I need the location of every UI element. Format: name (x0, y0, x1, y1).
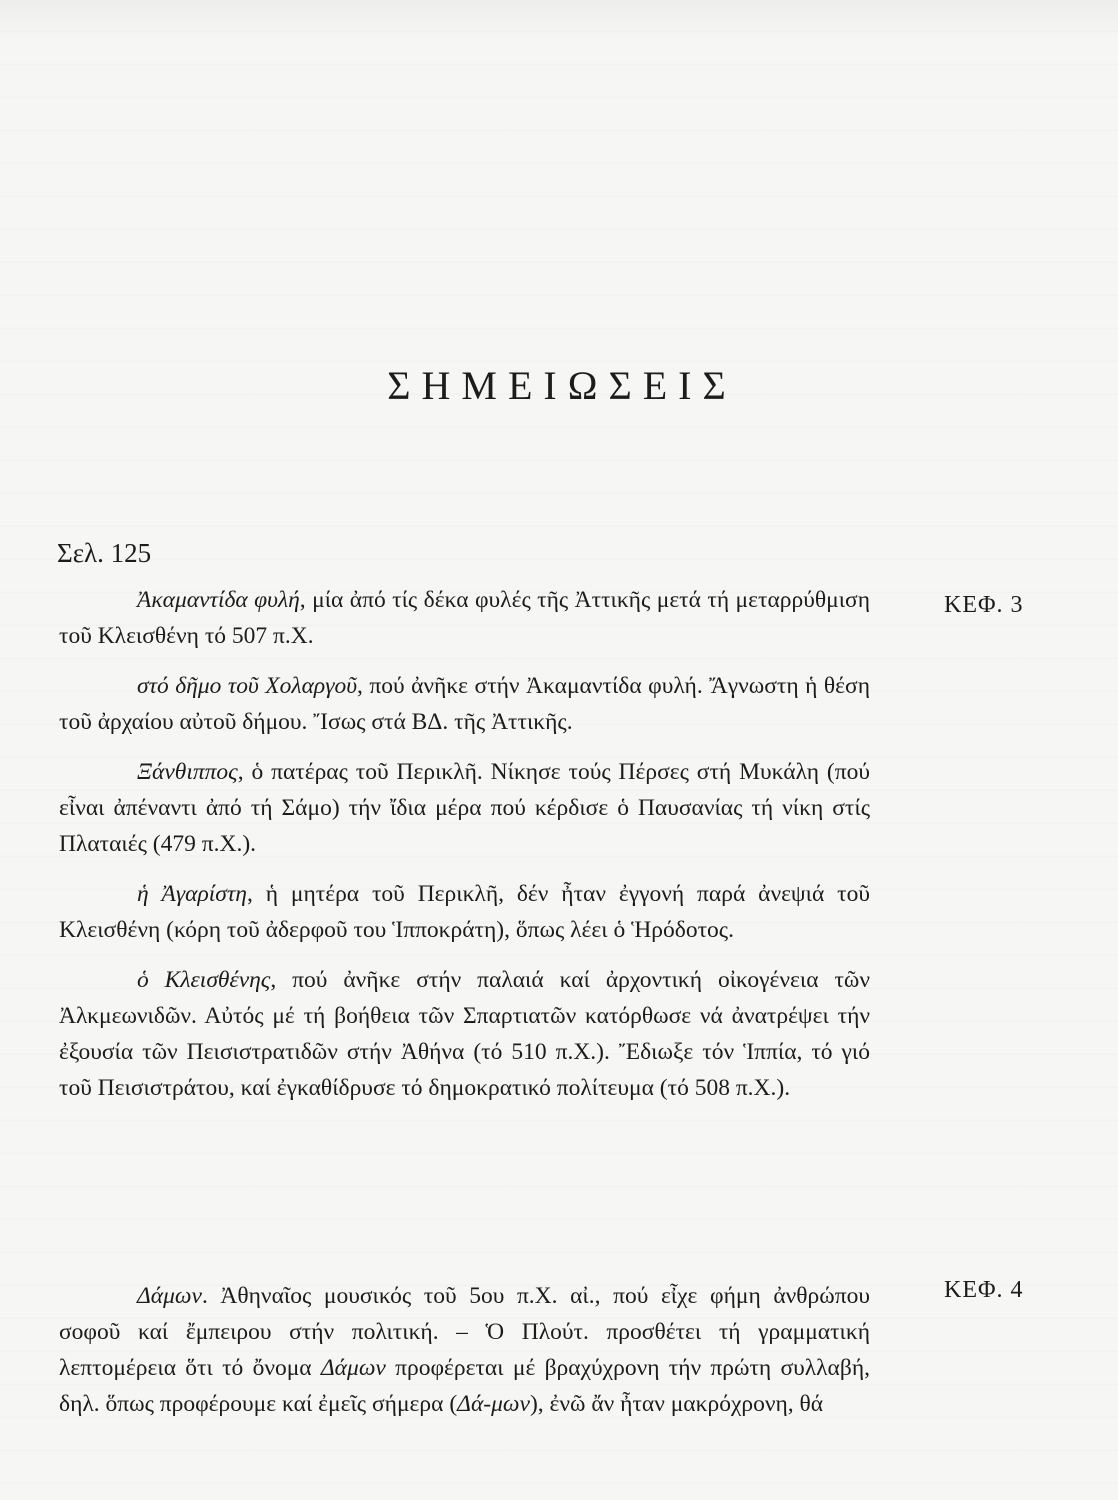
notes-chapter-3 (59, 582, 870, 1120)
page-title: ΣΗΜΕΙΩΣΕΙΣ (387, 363, 737, 408)
note-akamantis (59, 582, 870, 654)
note-text: . Ἀθηναῖος μουσικός τοῦ 5ου π.Χ. αἰ., πού εἶχε φήμη ἀνθρώπου σοφοῦ καί ἔμπειρου στήν πολιτική. – Ὁ Πλούτ. προσθέτει τή γραμματική λεπτομέρεια ὅτι τό ὄνομα (59, 1283, 870, 1381)
note-text: , ὁ πατέρας τοῦ Περικλῆ. Νίκησε τούς Πέρσες στή Μυκάλη (πού εἶναι ἀπέναντι ἀπό τή Σάμο) τήν ἴδια μέρα πού κέρδισε ὁ Παυσανίας τή νίκη στίς Πλαταιές (479 π.Χ.). (59, 759, 870, 857)
note-term: Ξάνθιππος (137, 759, 238, 785)
note-text: , πού ἀνῆκε στήν Ἀκαμαντίδα φυλή. Ἄγνωστη ἡ θέση τοῦ ἀρχαίου αὐτοῦ δήμου. Ἴσως στά ΒΔ. τῆς Ἀττικῆς. (59, 673, 870, 735)
note-text: , μία ἀπό τίς δέκα φυλές τῆς Ἀττικῆς μετά τή μεταρρύθμιση τοῦ Κλεισθένη τό 507 π.Χ. (59, 587, 870, 649)
notes-chapter-4 (59, 1278, 870, 1436)
note-text: ), ἐνῶ ἄν ἦταν μακρόχρονη, θά (529, 1391, 824, 1417)
note-agariste (59, 876, 870, 948)
note-kleisthenes (59, 962, 870, 1106)
note-term: στό δῆμο τοῦ Χολαργοῦ (137, 673, 357, 699)
note-cholargos (59, 668, 870, 740)
chapter-marker-3: ΚΕΦ. 3 (944, 592, 1024, 618)
note-term: ἡ Ἀγαρίστη (137, 881, 247, 907)
note-term: Δάμων (137, 1283, 202, 1309)
page-reference: Σελ. 125 (57, 538, 152, 568)
note-xanthippos (59, 754, 870, 862)
note-text: , πού ἀνῆκε στήν παλαιά καί ἀρχοντική οἰκογένεια τῶν Ἀλκμεωνιδῶν. Αὐτός μέ τή βοήθεια τῶν Σπαρτιατῶν κατόρθωσε νά ἀνατρέψει τήν ἐξουσία τῶν Πεισιστρατιδῶν στήν Ἀθήνα (τό 510 π.Χ.). Ἔδιωξε τόν Ἱππία, τό γιό τοῦ Πεισιστράτου, καί ἐγκαθίδρυσε τό δημοκρατικό πολίτευμα (τό 508 π.Χ.). (59, 967, 870, 1101)
note-text: προφέρεται μέ βραχύχρονη τήν πρώτη συλλαβή, δηλ. ὅπως προφέρουμε καί ἐμεῖς σήμερα ( (59, 1355, 870, 1417)
note-damon (59, 1278, 870, 1422)
note-term-inline: Δάμων (320, 1355, 386, 1381)
note-text: , ἡ μητέρα τοῦ Περικλῆ, δέν ἦταν ἐγγονή παρά ἀνεψιά τοῦ Κλεισθένη (κόρη τοῦ ἀδερφοῦ του Ἱπποκράτη), ὅπως λέει ὁ Ἡρόδοτος. (59, 881, 870, 943)
note-term-inline: Δά-μων (457, 1391, 530, 1417)
chapter-marker-4: ΚΕΦ. 4 (944, 1277, 1024, 1303)
note-term: Ἀκαμαντίδα φυλή (137, 587, 300, 613)
note-term: ὁ Κλεισθένης (137, 967, 271, 993)
